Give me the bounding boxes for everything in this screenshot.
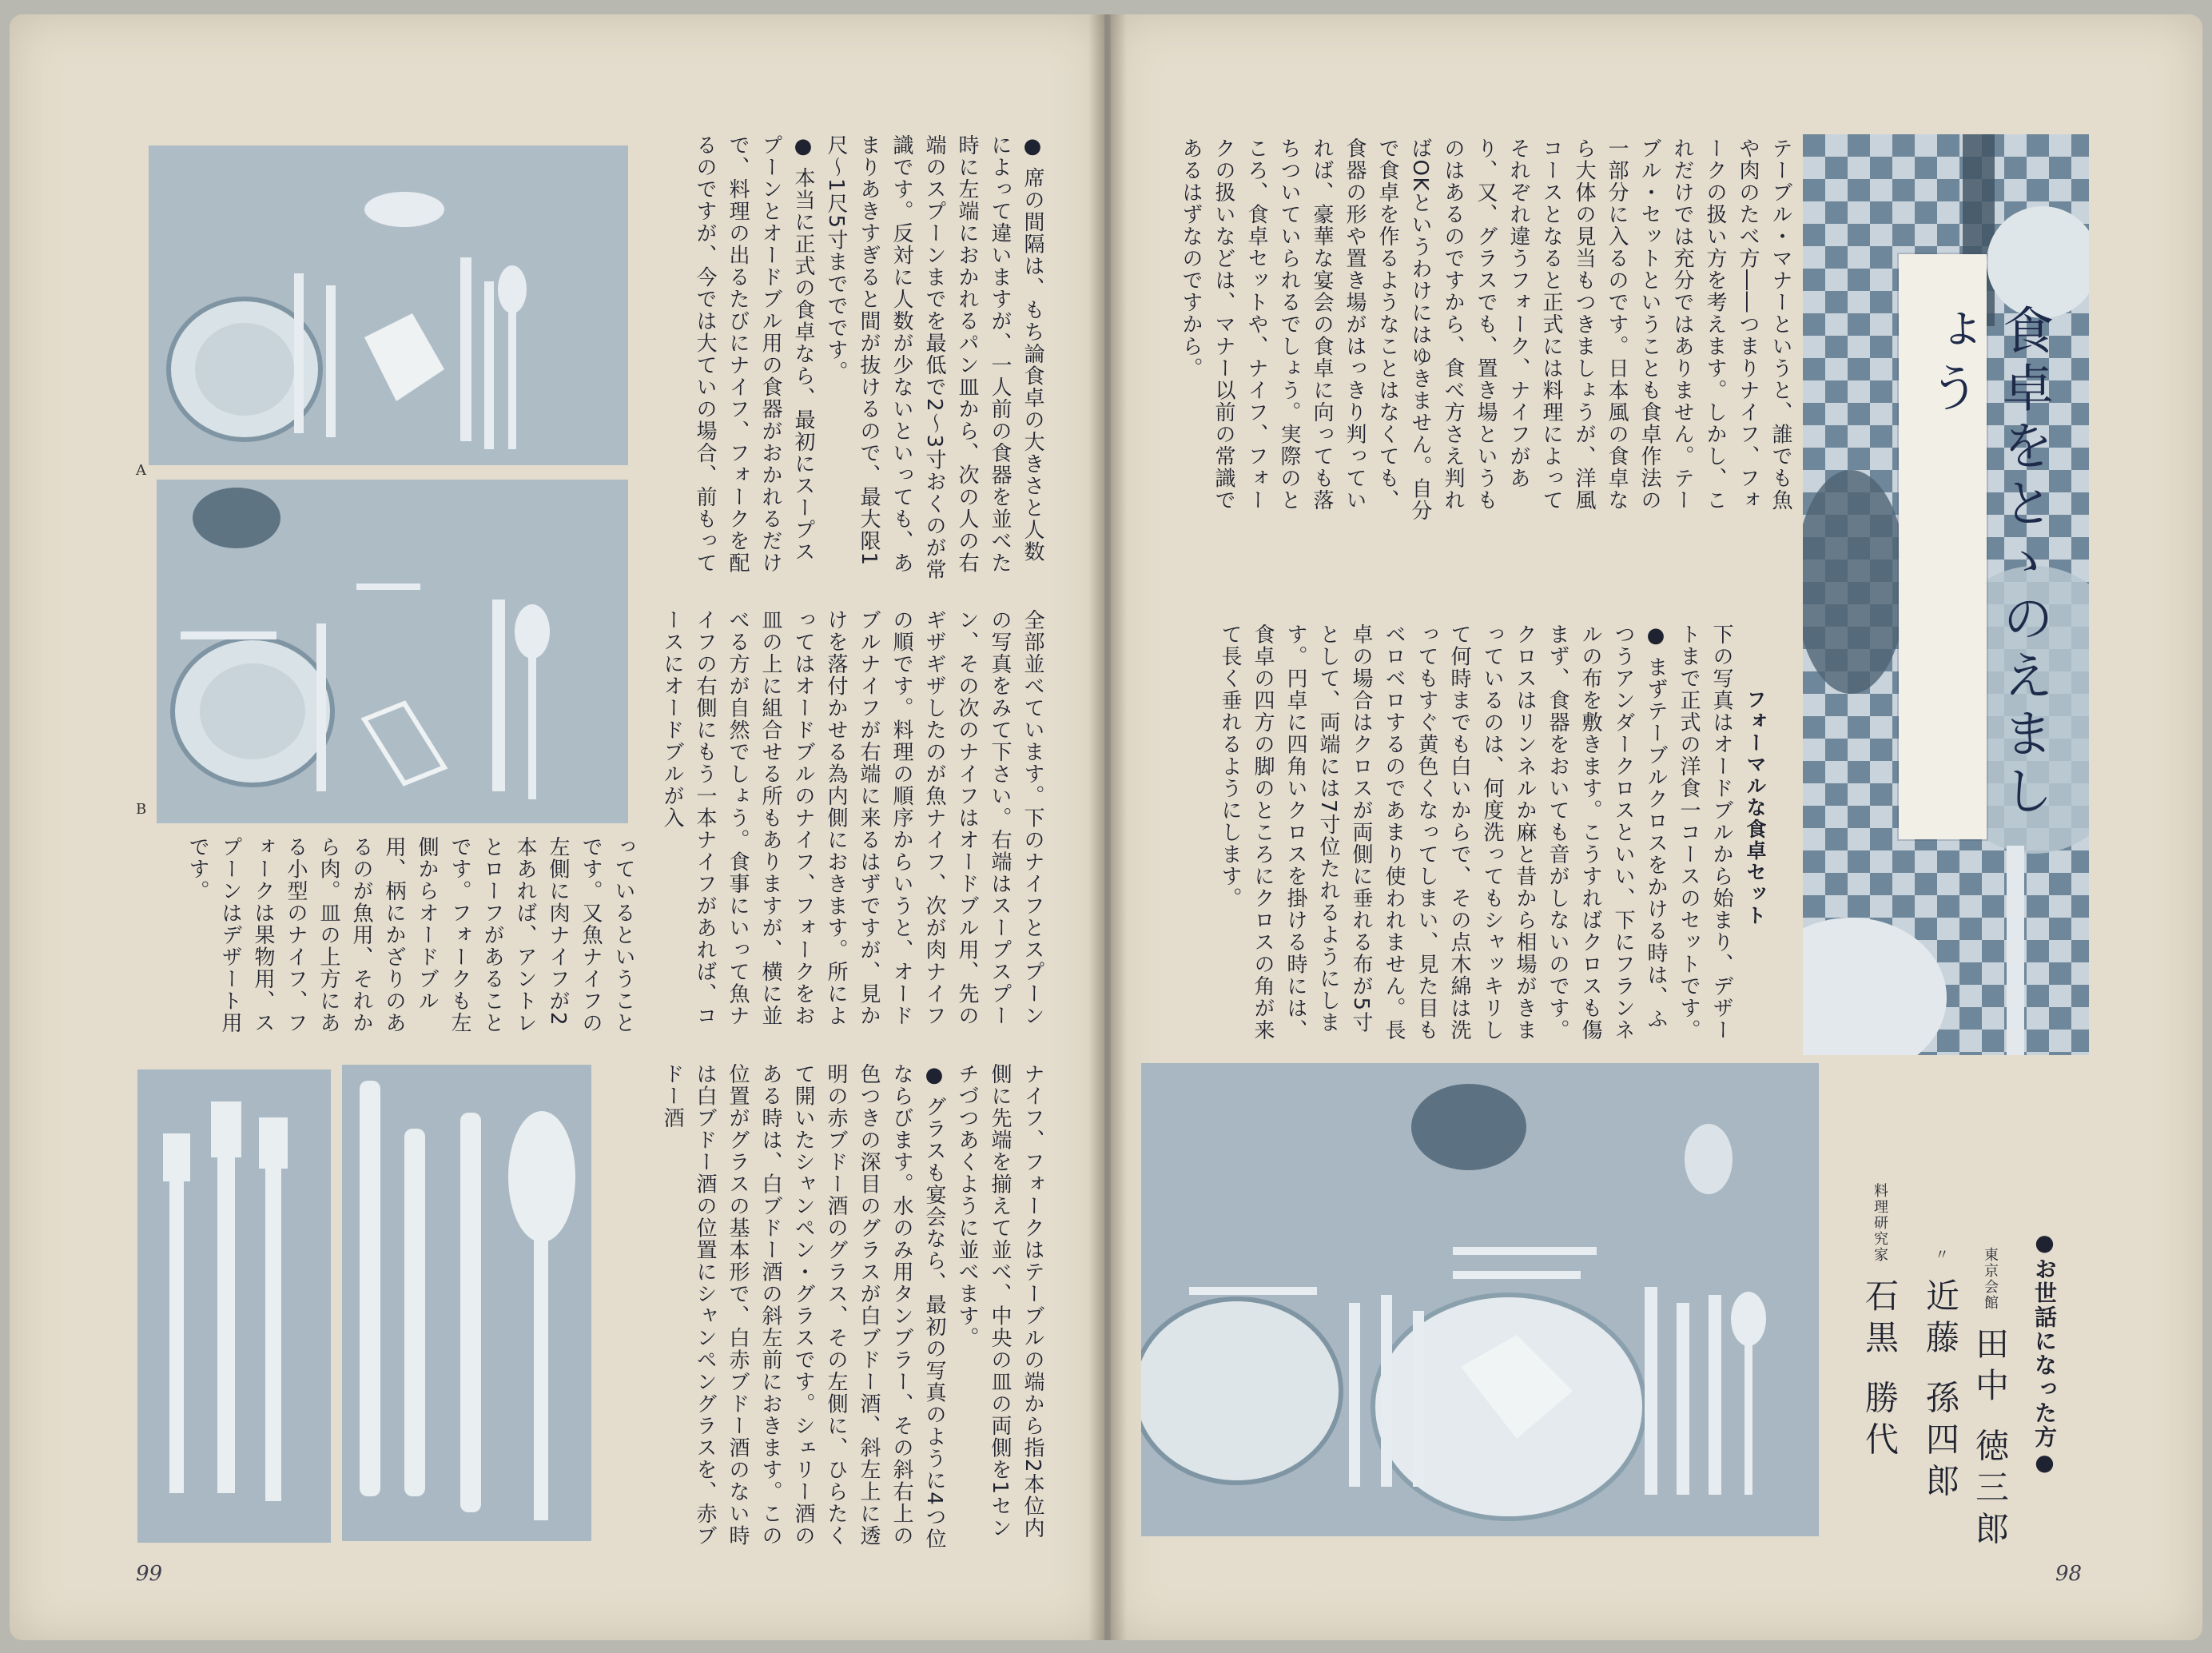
- book-gutter: [1088, 14, 1127, 1640]
- intro-text: テーブル・マナーというと、誰でも魚や肉のたべ方――つまりナイフ、フォークの扱い方を考えます。しかし、これだけでは充分ではありません。テーブル・セットということも食卓作法の一部分に入るのです。日本風の食卓なら大体の見当もつきましょうが、洋風コースとなると正式には料理によってそれぞれ違うフォーク、ナイフがあり、又、グラスでも、置き場というものはあるのですから、食べ方さえ判ればOKというわけにはゆきません。自分で食卓を作るようなことはなくても、食器の形や置き場がはっきり判っていれば、豪華な宴会の食卓に向っても落ちついていられるでしょう。実際のところ、食卓セットや、ナイフ、フォークの扱いなどは、マナー以前の常識であるはずなのですから。: [1179, 137, 1792, 522]
- photo-knives-spoon: [342, 1065, 591, 1541]
- credits-heading: ●お世話になった方●: [2031, 1229, 2058, 1477]
- credit-affiliation: 料理研究家: [1872, 1183, 1888, 1263]
- credit-person-2: [1916, 1247, 1964, 1504]
- article-title: 食卓をとゝのえましょう: [1920, 304, 2053, 822]
- left-text-column-1: ● 席の間隔は、もち論食卓の大きさと人数によって違いますが、一人前の食器を並べた時に左端におかれるパン皿から、次の人の右端のスプーンまでを最低で2〜3寸おくのが常識です。反対に人数が少ないといっても、あまりあきすぎると間が抜けるので、最大限1尺〜1尺5寸まででです。 ● 本当に正式の食卓なら、最初にスープスプーンとオードブル用の食器がおかれるだけで、料理の出るたびにナイフ、フォークを配るのですが、今では大ていの場合、前もって: [693, 134, 1044, 581]
- right-body-text: 下の写真はオードブルから始まり、デザートまで正式の洋食一コースのセットです。 ● まずテーブルクロスをかける時は、ふつうアンダークロスといい、下にフランネルの布を敷きます。こうすればクロスも傷まず、食器をおいても音がしないのです。クロスはリンネルか麻と昔から相場がきまっているのは、何度洗ってもシャッキリして何時までも白いからで、その点木綿は洗ってもすぐ黄色くなってしまい、見た目もベロベロするのであまり使われません。長卓の場合はクロスが両側に垂れる布が5寸として、両端には7寸位たれるようにします。円卓に四角いクロスを掛ける時には、食卓の四方の脚のところにクロスの角が来て長く垂れるようにします。: [1218, 623, 1733, 1042]
- left-text-column-2: 全部並べています。下のナイフとスプーンの写真をみて下さい。右端はスープスプーン、その次のナイフはオードブル用、先のギザギザしたのが魚ナイフ、次が肉ナイフの順です。料理の順序からいうと、オードブルナイフが右端に来るはずですが、見かけを落付かせる為内側におきます。所によってはオードブルのナイフ、フォークをお皿の上に組合せる所もありますが、横に並べる方が自然でしょう。食事にいって魚ナイフの右側にもう一本ナイフがあれば、コースにオードブルが入: [660, 609, 1044, 1027]
- photo-formal-table-setting: [1141, 1063, 1819, 1536]
- photo-a-illustration: [149, 145, 628, 465]
- photo-b-place-setting: [157, 480, 628, 823]
- credit-person-3: [1856, 1183, 1904, 1463]
- photo-forks: [137, 1069, 331, 1543]
- photo-a-label: A: [136, 462, 146, 479]
- photo-b-illustration: [157, 480, 628, 823]
- left-text-column-4: ナイフ、フォークはテーブルの端から指2本位内側に先端を揃えて並べ、中央の皿の両側を1センチづつあくように並べます。 ● グラスも宴会なら、最初の写真のように4つ位ならびます。水のみ用タンブラー、その斜右上の色つきの深目のグラスが白ブドー酒、斜左上に透明の赤ブドー酒のグラス、その左側に、ひらたくて開いたシャンペン・グラスです。シェリー酒のある時は、白ブドー酒の斜左前におきます。この位置がグラスの基本形で、白赤ブドー酒のない時は白ブドー酒の位置にシャンペングラスを、赤ブドー酒: [660, 1063, 1044, 1551]
- forks-illustration: [137, 1069, 331, 1543]
- left-text-column-3: っているということです。又魚ナイフの左側に肉ナイフが2本あれば、アントレとローフがあることです。フォークも左側からオードブル用、柄にかざりのあるのが魚用、それから肉。皿の上方にある小型のナイフ、フォークは果物用、スプーンはデザート用です。: [185, 836, 635, 1034]
- credit-name: 石黒 勝代: [1860, 1278, 1900, 1464]
- credit-person-1: [1966, 1247, 2014, 1552]
- formal-setting-illustration: [1141, 1063, 1819, 1536]
- page-number-right: 98: [2055, 1562, 2083, 1586]
- credit-affiliation: 〃: [1932, 1247, 1949, 1263]
- credit-name: 田中 徳三郎: [1971, 1326, 2010, 1553]
- credit-name: 近藤 孫四郎: [1921, 1278, 1960, 1505]
- page-number-left: 99: [136, 1562, 163, 1586]
- photo-a-place-setting: [149, 145, 628, 465]
- credit-affiliation: 東京会館: [1982, 1247, 1999, 1311]
- article-title-card: [1899, 254, 2053, 839]
- knives-illustration: [342, 1065, 591, 1541]
- article-subtitle: フォーマルな食卓セット: [1744, 689, 1767, 926]
- photo-b-label: B: [136, 801, 147, 818]
